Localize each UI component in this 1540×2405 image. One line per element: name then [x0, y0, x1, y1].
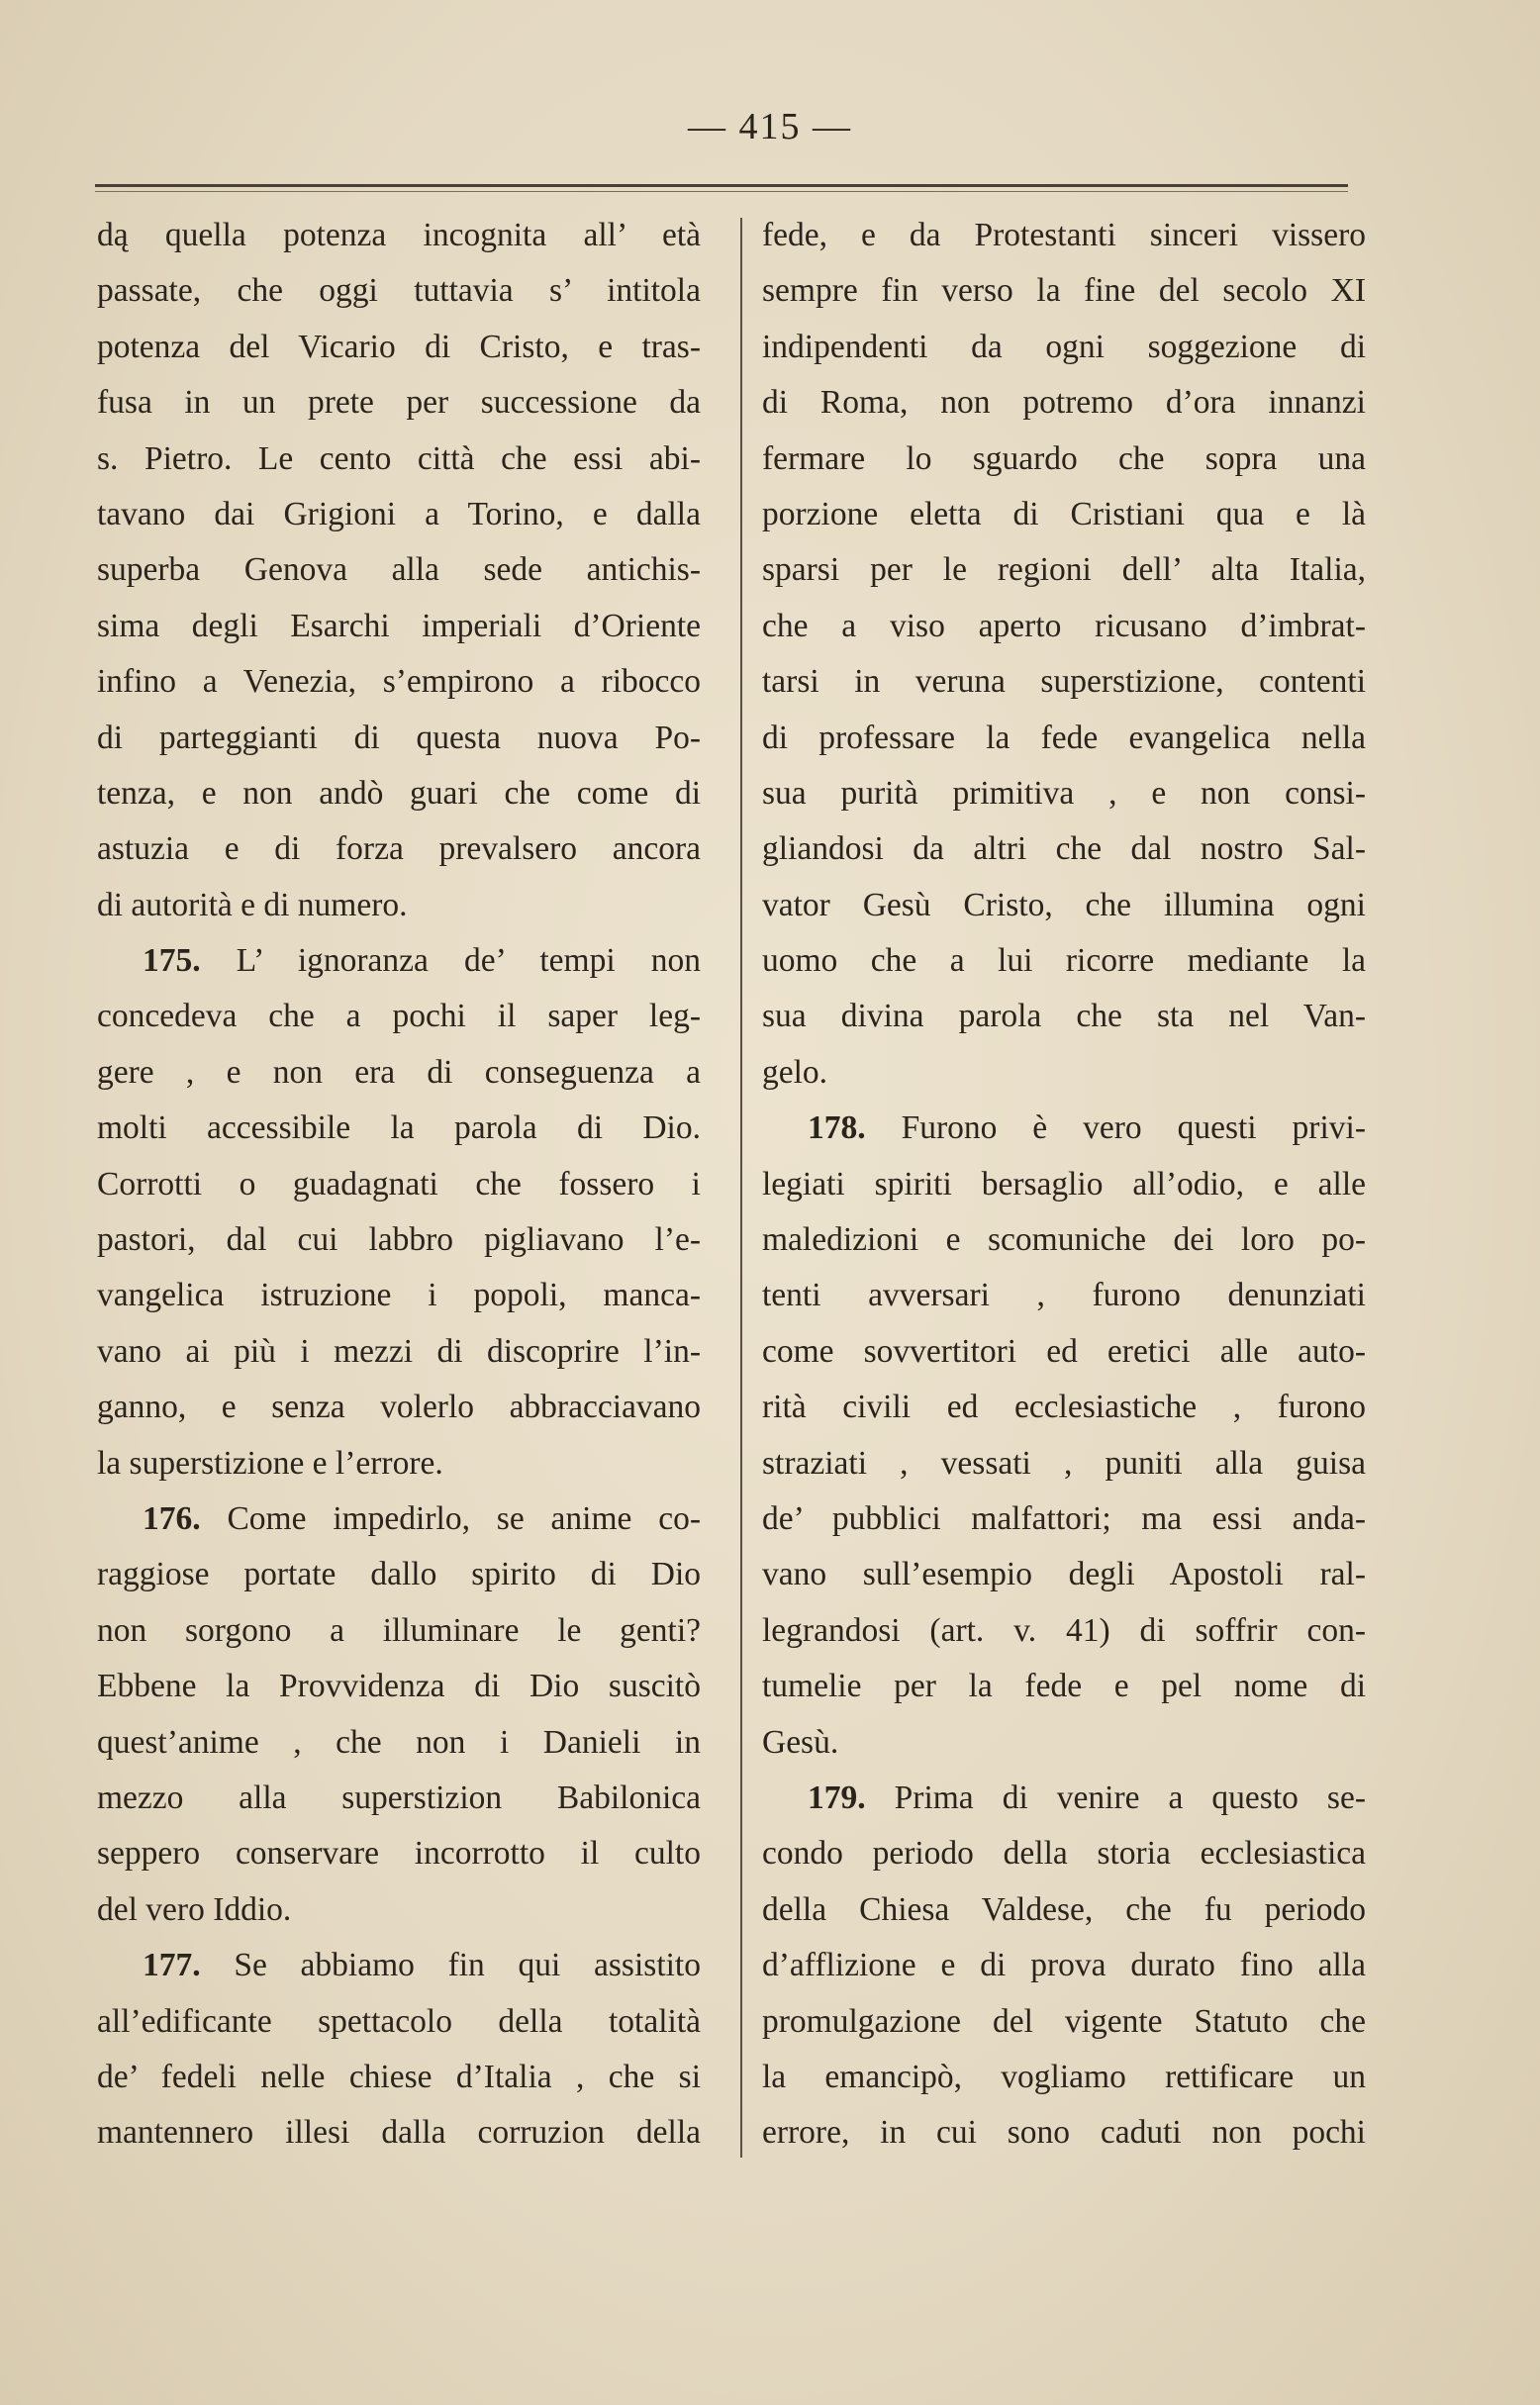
text-line: [97, 375, 701, 431]
line-text: tumelie per la fede e pel nome di: [762, 1668, 1366, 1705]
line-text: sempre fin verso la fine del secolo XI: [762, 272, 1366, 310]
line-text: pastori, dal cui labbro pigliavano l’e-: [97, 1221, 701, 1259]
text-line: [97, 487, 701, 542]
left-text-column: [97, 208, 701, 2162]
line-text: tenza, e non andò guari che come di: [97, 774, 701, 812]
line-text: legiati spiriti bersaglio all’odio, e alle: [762, 1165, 1366, 1202]
text-line: [97, 263, 701, 319]
line-text: Furono è vero questi privi-: [865, 1109, 1366, 1147]
line-text: legrandosi (art. v. 41) di soffrir con-: [762, 1611, 1366, 1649]
line-text: come sovvertitori ed eretici alle auto-: [762, 1332, 1366, 1370]
line-text: Prima di venire a questo se-: [865, 1779, 1366, 1816]
text-line: [97, 1994, 701, 2050]
text-line: [762, 1603, 1366, 1659]
text-line: [762, 542, 1366, 598]
line-text: sua divina parola che sta nel Van-: [762, 998, 1366, 1035]
text-line: [762, 1380, 1366, 1435]
line-text: vano sull’esempio degli Apostoli ral-: [762, 1556, 1366, 1593]
line-text: tavano dai Grigioni a Torino, e dalla: [97, 495, 701, 532]
paragraph-number: 178.: [808, 1109, 866, 1147]
text-line: [97, 1491, 701, 1547]
text-line: [762, 766, 1366, 821]
text-line: [762, 1045, 1366, 1101]
line-text: della Chiesa Valdese, che fu periodo: [762, 1890, 1366, 1928]
line-text: mezzo alla superstizion Babilonica: [97, 1779, 701, 1816]
text-line: [97, 1324, 701, 1380]
line-text: sua purità primitiva , e non consi-: [762, 774, 1366, 812]
text-line: [97, 1212, 701, 1268]
text-line: [762, 1547, 1366, 1602]
line-text: sima degli Esarchi imperiali d’Oriente: [97, 607, 701, 644]
line-text: Ebbene la Provvidenza di Dio suscitò: [97, 1668, 701, 1705]
text-line: [762, 989, 1366, 1044]
line-text: astuzia e di forza prevalsero ancora: [97, 830, 701, 868]
text-line: [762, 1101, 1366, 1156]
line-text: passate, che oggi tuttavia s’ intitola: [97, 272, 701, 310]
page-number: — 415 —: [688, 106, 852, 147]
line-text: uomo che a lui ricorre mediante la: [762, 942, 1366, 980]
text-line: [762, 1212, 1366, 1268]
line-text: Gesù.: [762, 1723, 839, 1761]
line-text: dą quella potenza incognita all’ età: [97, 217, 701, 253]
line-text: seppero conservare incorrotto il culto: [97, 1835, 701, 1873]
line-text: non sorgono a illuminare le genti?: [97, 1611, 701, 1649]
text-line: [762, 878, 1366, 933]
text-line: [97, 1603, 701, 1659]
column-divider: [740, 218, 742, 2158]
line-text: vano ai più i mezzi di discoprire l’in-: [97, 1332, 701, 1370]
line-text: del vero Iddio.: [97, 1890, 292, 1928]
line-text: di Roma, non potremo d’ora innanzi: [762, 384, 1366, 422]
line-text: ganno, e senza volerlo abbracciavano: [97, 1389, 701, 1426]
line-text: gelo.: [762, 1053, 828, 1091]
text-line: [762, 1938, 1366, 1993]
text-line: [97, 1715, 701, 1771]
text-line: [97, 1826, 701, 1881]
text-line: [97, 878, 701, 933]
header-rule: [95, 184, 1348, 187]
text-line: [762, 1882, 1366, 1938]
text-line: [762, 263, 1366, 319]
line-text: la emancipò, vogliamo rettificare un: [762, 2058, 1366, 2095]
text-line: [97, 1659, 701, 1714]
line-text: d’afflizione e di prova durato fino alla: [762, 1947, 1366, 1984]
text-line: [762, 1994, 1366, 2050]
text-line: [762, 375, 1366, 431]
line-text: sparsi per le regioni dell’ alta Italia,: [762, 551, 1366, 589]
text-line: [97, 2050, 701, 2105]
text-line: [97, 1157, 701, 1212]
line-text: de’ pubblici malfattori; ma essi anda-: [762, 1499, 1366, 1537]
text-line: [97, 821, 701, 877]
line-text: di parteggianti di questa nuova Po-: [97, 719, 701, 756]
line-text: infino a Venezia, s’empirono a ribocco: [97, 663, 701, 701]
line-text: molti accessibile la parola di Dio.: [97, 1109, 701, 1147]
text-line: [97, 599, 701, 654]
text-line: [762, 711, 1366, 766]
paragraph-number: 175.: [143, 942, 201, 980]
text-line: [762, 2105, 1366, 2161]
text-line: [762, 208, 1366, 263]
text-line: [762, 1157, 1366, 1212]
line-text: tenti avversari , furono denunziati: [762, 1277, 1366, 1314]
text-line: [97, 1045, 701, 1101]
text-line: [762, 1436, 1366, 1491]
line-text: indipendenti da ogni soggezione di: [762, 328, 1366, 365]
text-line: [762, 1268, 1366, 1323]
text-line: [97, 1268, 701, 1323]
text-line: [97, 1380, 701, 1435]
text-line: [762, 1324, 1366, 1380]
paragraph-number: 179.: [808, 1779, 866, 1816]
text-line: [762, 2050, 1366, 2105]
header-rule-thin: [95, 191, 1348, 192]
text-line: [97, 1882, 701, 1938]
text-line: [97, 2105, 701, 2161]
line-text: de’ fedeli nelle chiese d’Italia , che si: [97, 2058, 701, 2095]
line-text: mantennero illesi dalla corruzion della: [97, 2114, 701, 2152]
paragraph-number: 176.: [143, 1499, 201, 1537]
text-line: [762, 487, 1366, 542]
line-text: potenza del Vicario di Cristo, e tras-: [97, 328, 701, 365]
text-line: [97, 711, 701, 766]
line-text: vangelica istruzione i popoli, manca-: [97, 1277, 701, 1314]
text-line: [762, 432, 1366, 487]
line-text: di autorità e di numero.: [97, 886, 408, 923]
text-line: [762, 1771, 1366, 1826]
line-text: s. Pietro. Le cento città che essi abi-: [97, 439, 701, 477]
line-text: che a viso aperto ricusano d’imbrat-: [762, 607, 1366, 644]
text-line: [97, 432, 701, 487]
line-text: fusa in un prete per successione da: [97, 384, 701, 422]
line-text: fede, e da Protestanti sinceri vissero: [762, 217, 1366, 253]
line-text: tarsi in veruna superstizione, contenti: [762, 663, 1366, 701]
text-line: [97, 1547, 701, 1602]
line-text: errore, in cui sono caduti non pochi: [762, 2114, 1366, 2152]
line-text: promulgazione del vigente Statuto che: [762, 2002, 1366, 2040]
line-text: superba Genova alla sede antichis-: [97, 551, 701, 589]
text-line: [97, 1101, 701, 1156]
line-text: all’edificante spettacolo della totalità: [97, 2002, 701, 2040]
text-line: [97, 1938, 701, 1993]
text-line: [97, 1771, 701, 1826]
text-line: [762, 821, 1366, 877]
line-text: vator Gesù Cristo, che illumina ogni: [762, 886, 1366, 923]
text-line: [97, 989, 701, 1044]
line-text: straziati , vessati , puniti alla guisa: [762, 1444, 1366, 1482]
text-line: [762, 1659, 1366, 1714]
text-line: [97, 320, 701, 375]
text-line: [762, 1715, 1366, 1771]
text-line: [762, 320, 1366, 375]
line-text: maledizioni e scomuniche dei loro po-: [762, 1221, 1366, 1259]
line-text: fermare lo sguardo che sopra una: [762, 439, 1366, 477]
right-text-column: [762, 208, 1366, 2162]
line-text: porzione eletta di Cristiani qua e là: [762, 495, 1366, 532]
line-text: di professare la fede evangelica nella: [762, 719, 1366, 756]
line-text: la superstizione e l’errore.: [97, 1444, 443, 1482]
text-line: [97, 1436, 701, 1491]
text-line: [762, 933, 1366, 989]
line-text: concedeva che a pochi il saper leg-: [97, 998, 701, 1035]
text-line: [762, 1491, 1366, 1547]
line-text: L’ ignoranza de’ tempi non: [200, 942, 701, 980]
text-line: [97, 933, 701, 989]
line-text: rità civili ed ecclesiastiche , furono: [762, 1389, 1366, 1426]
line-text: gliandosi da altri che dal nostro Sal-: [762, 830, 1366, 868]
line-text: condo periodo della storia ecclesiastica: [762, 1835, 1366, 1873]
paragraph-number: 177.: [143, 1947, 201, 1984]
text-line: [762, 654, 1366, 710]
line-text: Corrotti o guadagnati che fossero i: [97, 1165, 701, 1202]
text-line: [762, 1826, 1366, 1881]
text-line: [762, 599, 1366, 654]
line-text: Come impedirlo, se anime co-: [200, 1499, 701, 1537]
text-line: [97, 208, 701, 263]
text-line: [97, 654, 701, 710]
line-text: quest’anime , che non i Danieli in: [97, 1723, 701, 1761]
text-line: [97, 766, 701, 821]
line-text: raggiose portate dallo spirito di Dio: [97, 1556, 701, 1593]
line-text: gere , e non era di conseguenza a: [97, 1053, 701, 1091]
line-text: Se abbiamo fin qui assistito: [200, 1947, 701, 1984]
text-line: [97, 542, 701, 598]
